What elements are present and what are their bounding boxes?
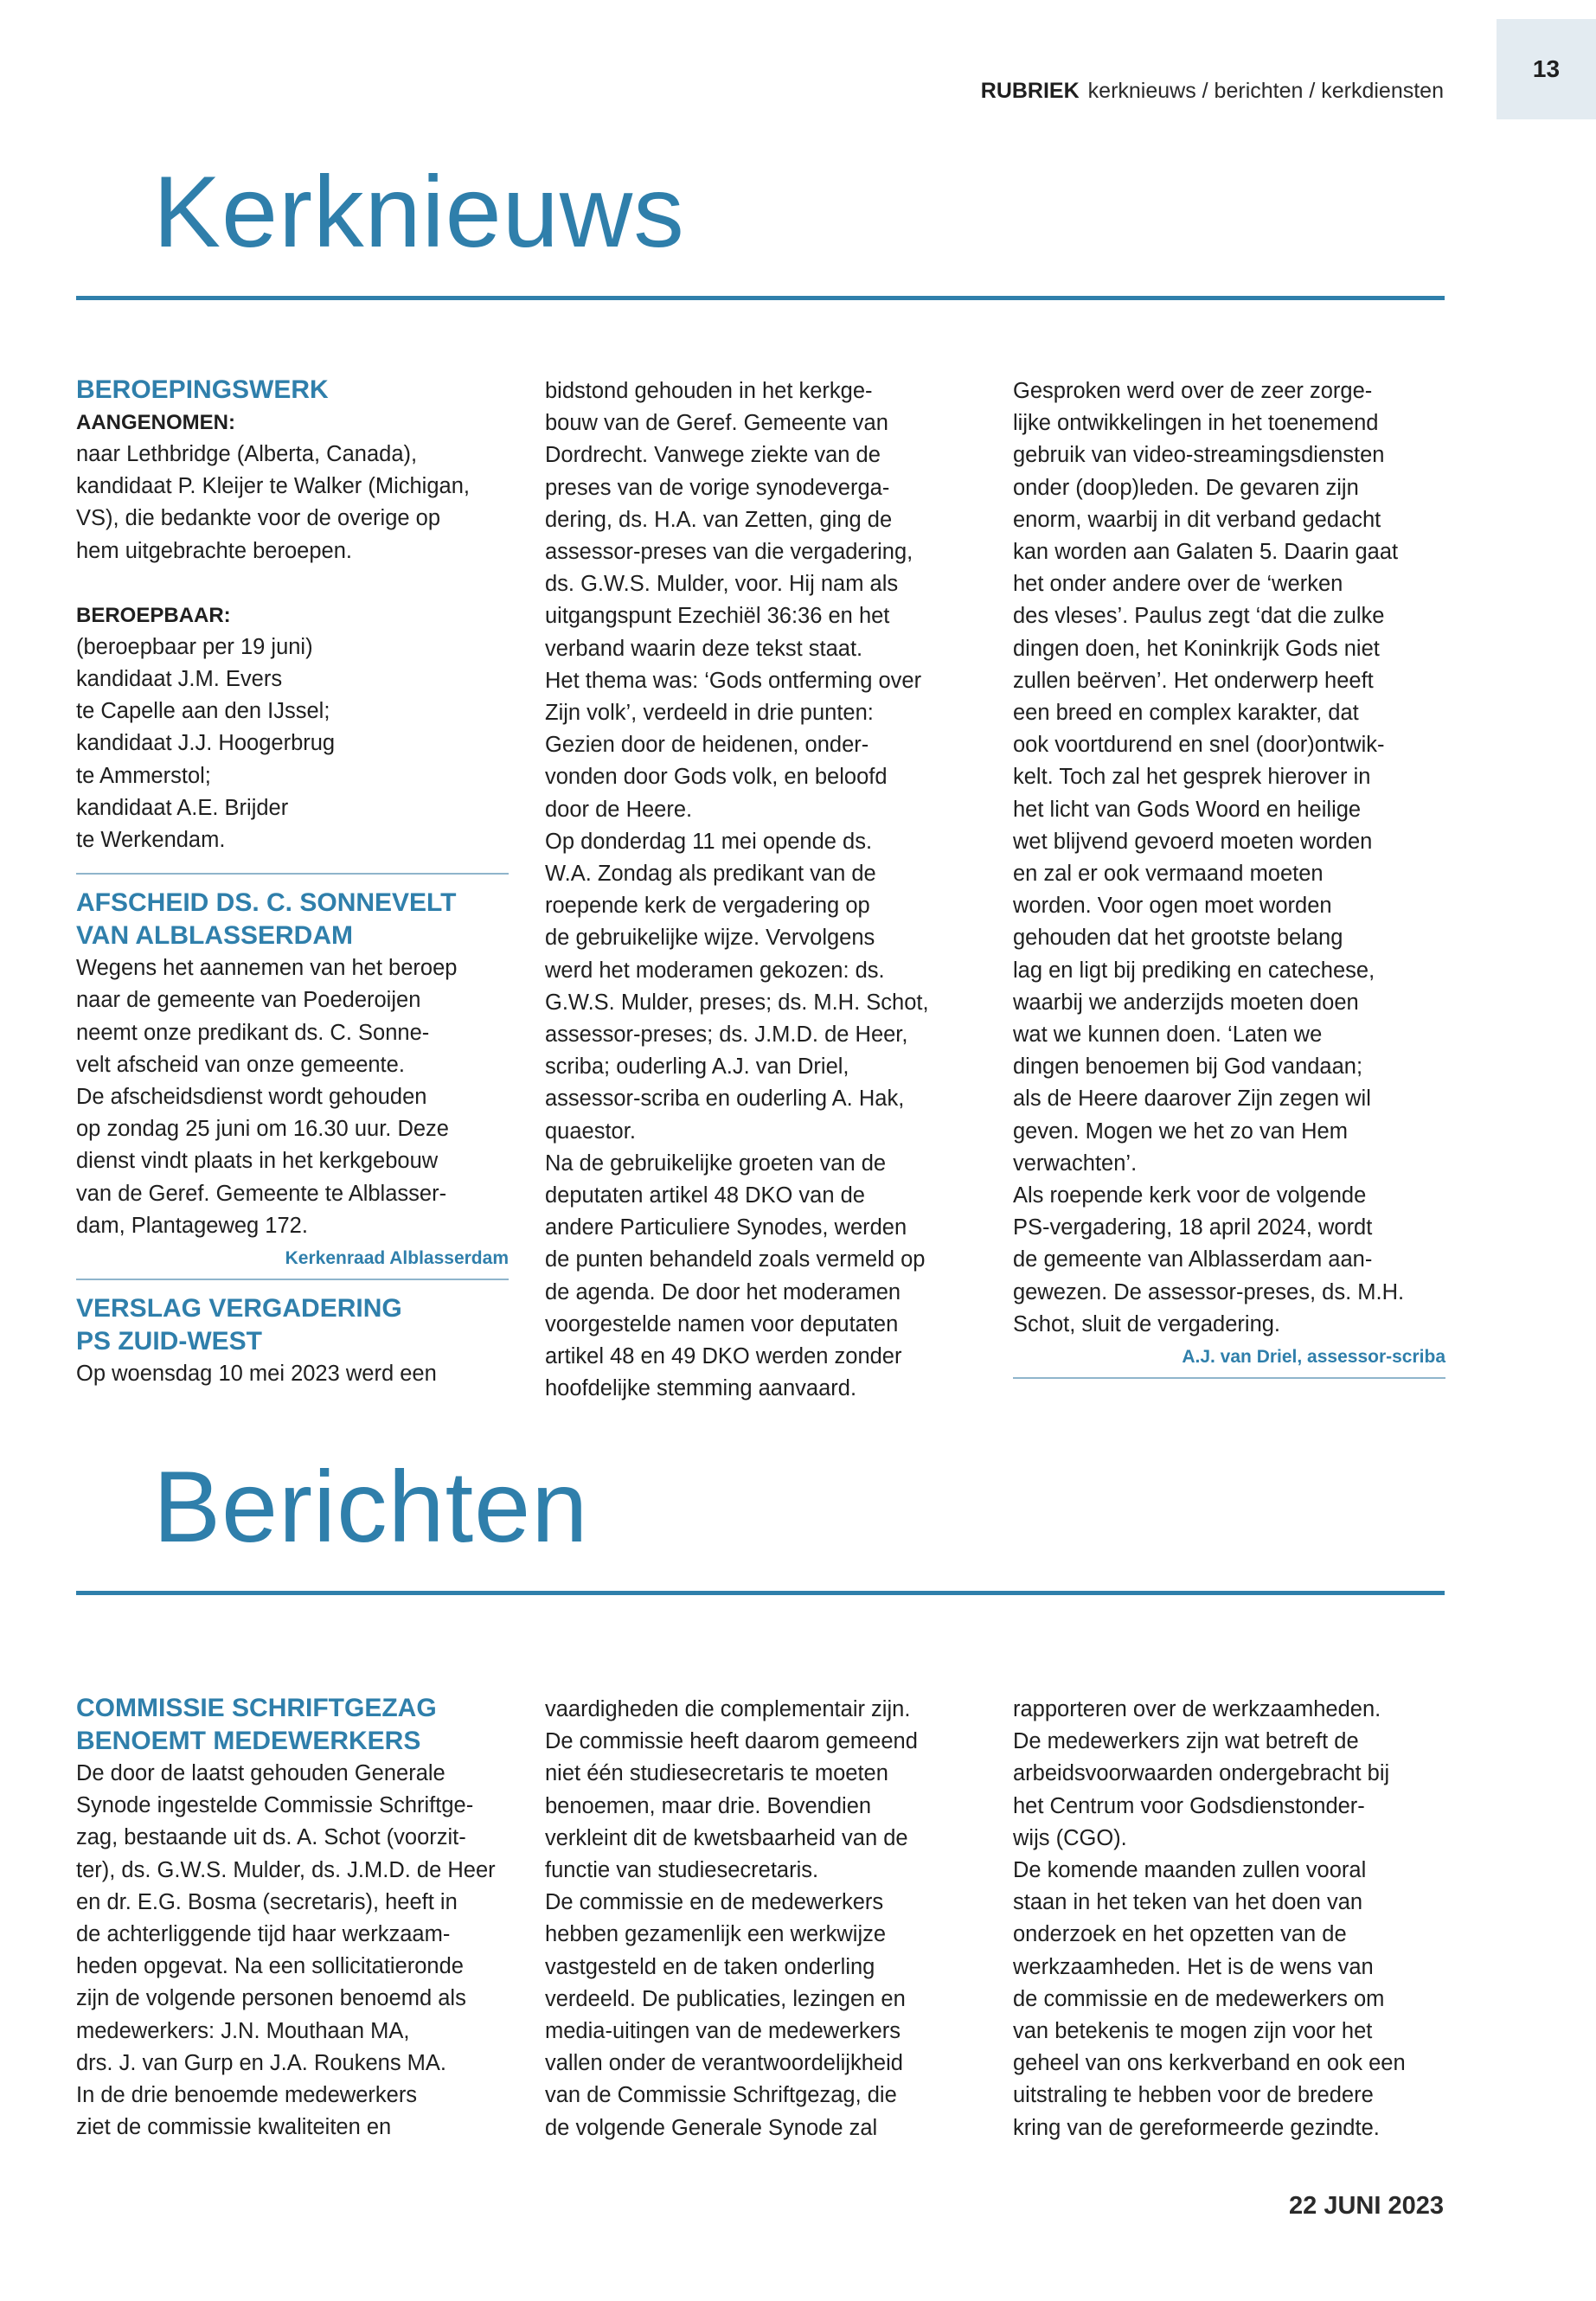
body-line: Na de gebruikelijke groeten van de [545,1150,887,1176]
body-line: gebruik van video-streamingsdiensten [1013,443,1385,468]
body-line: geven. Mogen we het zo van Hem [1013,1118,1348,1144]
body-line: uitgangspunt Ezechiël 36:36 en het [545,604,890,629]
body-line: voorgestelde namen voor deputaten [545,1311,899,1336]
body-line: op zondag 25 juni om 16.30 uur. Deze [76,1117,449,1142]
body-line: ook voortdurend en snel (door)ontwik- [1013,733,1385,758]
body-line: drs. J. van Gurp en J.A. Roukens MA. [76,2050,447,2075]
body-line: de volgende Generale Synode zal [545,2115,878,2140]
body-line: Dordrecht. Vanwege ziekte van de [545,443,881,468]
body-line: de commissie en de medewerkers om [1013,1986,1385,2011]
body-line: ziet de commissie kwaliteiten en [76,2115,392,2140]
body-line: bidstond gehouden in het kerkge- [545,379,873,403]
body-line: In de drie benoemde medewerkers [76,2083,418,2108]
afscheid-heading-line: AFSCHEID DS. C. SONNEVELT [76,888,457,918]
body-line: preses van de vorige synodeverga- [545,475,890,500]
body-line: worden. Voor ogen moet worden [1013,894,1332,919]
body-line: geheel van ons kerkverband en ook een [1013,2051,1406,2076]
kerknieuws-column-3 [1013,375,1445,1391]
body-line: kandidaat J.M. Evers [76,667,283,692]
commissie-heading-line: COMMISSIE SCHRIFTGEZAG [76,1694,437,1722]
body-line: medewerkers: J.N. Mouthaan MA, [76,2018,410,2043]
body-line: het Centrum voor Godsdienstonder- [1013,1793,1365,1818]
body-line: dienst vindt plaats in het kerkgebouw [76,1149,439,1174]
berichten-rule [76,1591,1445,1595]
page-number: 13 [1532,55,1561,82]
body-line: ds. G.W.S. Mulder, voor. Hij nam als [545,572,899,597]
commissie-heading-line: BENOEMT MEDEWERKERS [76,1727,421,1755]
body-line: gehouden dat het grootste belang [1013,926,1343,951]
body-line: scriba; ouderling A.J. van Driel, [545,1054,849,1080]
aangenomen-label: AANGENOMEN: [76,411,235,434]
body-line: hoofdelijke stemming aanvaard. [545,1376,857,1401]
body-line: de punten behandeld zoals vermeld op [545,1247,926,1272]
body-line: de agenda. De door het moderamen [545,1279,901,1304]
body-line: Als roepende kerk voor de volgende [1013,1183,1367,1208]
body-line: werkzaamheden. Het is de wens van [1013,1954,1374,1979]
body-line: van de Geref. Gemeente te Alblasser- [76,1181,447,1206]
body-line: dingen doen, het Koninkrijk Gods niet [1013,636,1380,661]
body-line: media-uitingen van de medewerkers [545,2019,901,2044]
rubric-text: kerknieuws / berichten / kerkdiensten [1087,79,1444,103]
body-line: wet blijvend gevoerd moeten worden [1013,829,1373,854]
body-line: lag en ligt bij prediking en catechese, [1013,958,1375,983]
body-line: verkleint dit de kwetsbaarheid van de [545,1825,908,1850]
rubric-label: RUBRIEK [980,79,1080,103]
body-line: De commissie en de medewerkers [545,1890,884,1915]
body-line: bouw van de Geref. Gemeente van [545,411,888,436]
body-line: neemt onze predikant ds. C. Sonne- [76,1020,430,1045]
body-line: zijn de volgende personen benoemd als [76,1986,466,2011]
body-line: en zal er ook vermaand moeten [1013,862,1324,887]
body-line: hem uitgebrachte beroepen. [76,538,352,563]
body-line: niet één studiesecretaris te moeten [545,1761,888,1786]
body-line: assessor-preses van die vergadering, [545,540,913,565]
body-line: (beroepbaar per 19 juni) [76,634,313,659]
body-line: door de Heere. [545,797,693,822]
body-line: assessor-preses; ds. J.M.D. de Heer, [545,1022,908,1048]
body-line: De medewerkers zijn wat betreft de [1013,1729,1359,1754]
body-line: het licht van Gods Woord en heilige [1013,797,1362,822]
body-line: verdeeld. De publicaties, lezingen en [545,1986,906,2011]
body-line: Zijn volk’, verdeeld in drie punten: [545,701,874,726]
body-line: de achterliggende tijd haar werkzaam- [76,1922,451,1947]
spacer [76,567,509,599]
body-line: uitstraling te hebben voor de bredere [1013,2083,1374,2108]
body-line: werd het moderamen gekozen: ds. [545,958,885,983]
body-line: Op woensdag 10 mei 2023 werd een [76,1362,437,1387]
body-line: als de Heere daarover Zijn zegen wil [1013,1086,1371,1112]
body-line: artikel 48 en 49 DKO werden zonder [545,1344,902,1369]
body-line: kandidaat J.J. Hoogerbrug [76,731,336,756]
body-line: en dr. E.G. Bosma (secretaris), heeft in [76,1889,458,1914]
body-line: VS), die bedankte voor de overige op [76,506,441,531]
verslag-signature: A.J. van Driel, assessor-scriba [1182,1347,1445,1368]
article-divider [76,873,509,875]
body-line: De afscheidsdienst wordt gehouden [76,1085,427,1110]
body-line: Het thema was: ‘Gods ontferming over [545,668,922,693]
body-line: Gesproken werd over de zeer zorge- [1013,379,1373,403]
verslag-heading-line: VERSLAG VERGADERING [76,1294,402,1324]
body-line: quaestor. [545,1118,636,1144]
afscheid-heading-line: VAN ALBLASSERDAM [76,921,353,951]
kerknieuws-column-2 [545,375,977,1406]
commissie-body [76,1758,509,2144]
body-line: roepende kerk de vergadering op [545,894,870,919]
body-line: dering, ds. H.A. van Zetten, ging de [545,507,893,532]
body-line: PS-vergadering, 18 april 2024, wordt [1013,1215,1373,1240]
body-line: hebben gezamenlijk een werkwijze [545,1922,887,1947]
body-line: assessor-scriba en ouderling A. Hak, [545,1086,905,1112]
body-line: waarbij we anderzijds moeten doen [1013,990,1359,1015]
article-divider [76,1279,509,1280]
article-divider [1013,1377,1445,1379]
body-line: Synode ingestelde Commissie Schriftge- [76,1793,474,1818]
body-line: benoemen, maar drie. Bovendien [545,1793,872,1818]
body-line: vonden door Gods volk, en beloofd [545,765,888,790]
body-line: naar de gemeente van Poederoijen [76,988,421,1013]
body-line: kan worden aan Galaten 5. Daarin gaat [1013,540,1399,565]
body-line: vastgesteld en de taken onderling [545,1954,875,1979]
body-line: te Werkendam. [76,828,226,853]
body-line: deputaten artikel 48 DKO van de [545,1183,865,1208]
berichten-column-1 [76,1692,509,2144]
body-line: dingen benoemen bij God vandaan; [1013,1054,1363,1080]
body-line: zag, bestaande uit ds. A. Schot (voorzit- [76,1825,466,1850]
body-line: vallen onder de verantwoordelijkheid [545,2051,903,2076]
body-line: velt afscheid van onze gemeente. [76,1052,405,1077]
body-line: lijke ontwikkelingen in het toenemend [1013,411,1379,436]
body-line: ter), ds. G.W.S. Mulder, ds. J.M.D. de Heer [76,1857,496,1882]
rubric-header [981,79,1444,104]
body-line: W.A. Zondag als predikant van de [545,862,876,887]
body-line: functie van studiesecretaris. [545,1858,819,1883]
kerknieuws-rule [76,296,1445,300]
body-line: onder (doop)leden. De gevaren zijn [1013,475,1359,500]
body-line: vaardigheden die complementair zijn. [545,1697,911,1721]
body-line: dam, Plantageweg 172. [76,1213,308,1238]
body-line: verband waarin deze tekst staat. [545,636,863,661]
issue-date: 22 JUNI 2023 [1289,2192,1444,2220]
body-line: arbeidsvoorwaarden ondergebracht bij [1013,1761,1390,1786]
body-line: Op donderdag 11 mei opende ds. [545,829,873,854]
body-line: gewezen. De assessor-preses, ds. M.H. [1013,1279,1405,1304]
berichten-title: Berichten [153,1450,589,1563]
body-line: te Ammerstol; [76,763,211,788]
verslag-heading-line: PS ZUID-WEST [76,1327,262,1356]
body-line: van betekenis te mogen zijn voor het [1013,2019,1373,2044]
page-number-tab [1497,19,1596,119]
body-line: kring van de gereformeerde gezindte. [1013,2115,1380,2140]
body-line: G.W.S. Mulder, preses; ds. M.H. Schot, [545,990,929,1015]
body-line: kelt. Toch zal het gesprek hierover in [1013,765,1371,790]
beroepbaar-label: BEROEPBAAR: [76,603,231,627]
body-line: het onder andere over de ‘werken [1013,572,1343,597]
body-line: De commissie heeft daarom gemeend [545,1729,918,1754]
kerknieuws-title: Kerknieuws [153,155,685,268]
body-line: Schot, sluit de vergadering. [1013,1311,1281,1336]
body-line: staan in het teken van het doen van [1013,1890,1363,1915]
berichten-column-3 [1013,1694,1445,2144]
body-line: onderzoek en het opzetten van de [1013,1922,1347,1947]
body-line: wijs (CGO). [1013,1825,1127,1850]
kerknieuws-column-1 [76,374,509,1390]
body-line: kandidaat A.E. Brijder [76,795,289,820]
body-line: enorm, waarbij in dit verband gedacht [1013,507,1381,532]
body-line: van de Commissie Schriftgezag, die [545,2083,897,2108]
berichten-column-2 [545,1694,977,2144]
body-line: De komende maanden zullen vooral [1013,1858,1367,1883]
body-line: naar Lethbridge (Alberta, Canada), [76,442,418,466]
body-line: des vleses’. Paulus zegt ‘dat die zulke [1013,604,1385,629]
body-line: te Capelle aan den IJssel; [76,699,330,724]
afscheid-signature: Kerkenraad Alblasserdam [285,1248,509,1269]
body-line: andere Particuliere Synodes, werden [545,1215,907,1240]
body-line: de gebruikelijke wijze. Vervolgens [545,926,875,951]
beroepingswerk-heading: BEROEPINGSWERK [76,375,329,404]
body-line: rapporteren over de werkzaamheden. [1013,1697,1381,1721]
body-line: Wegens het aannemen van het beroep [76,956,458,981]
body-line: Gezien door de heidenen, onder- [545,733,869,758]
body-line: zullen beërven’. Het onderwerp heeft [1013,668,1374,693]
body-line: verwachten’. [1013,1150,1138,1176]
body-line: heden opgevat. Na een sollicitatieronde [76,1954,464,1979]
body-line: de gemeente van Alblasserdam aan- [1013,1247,1373,1272]
body-line: De door de laatst gehouden Generale [76,1761,445,1785]
body-line: een breed en complex karakter, dat [1013,701,1359,726]
body-line: wat we kunnen doen. ‘Laten we [1013,1022,1323,1048]
body-line: kandidaat P. Kleijer te Walker (Michigan, [76,474,470,499]
